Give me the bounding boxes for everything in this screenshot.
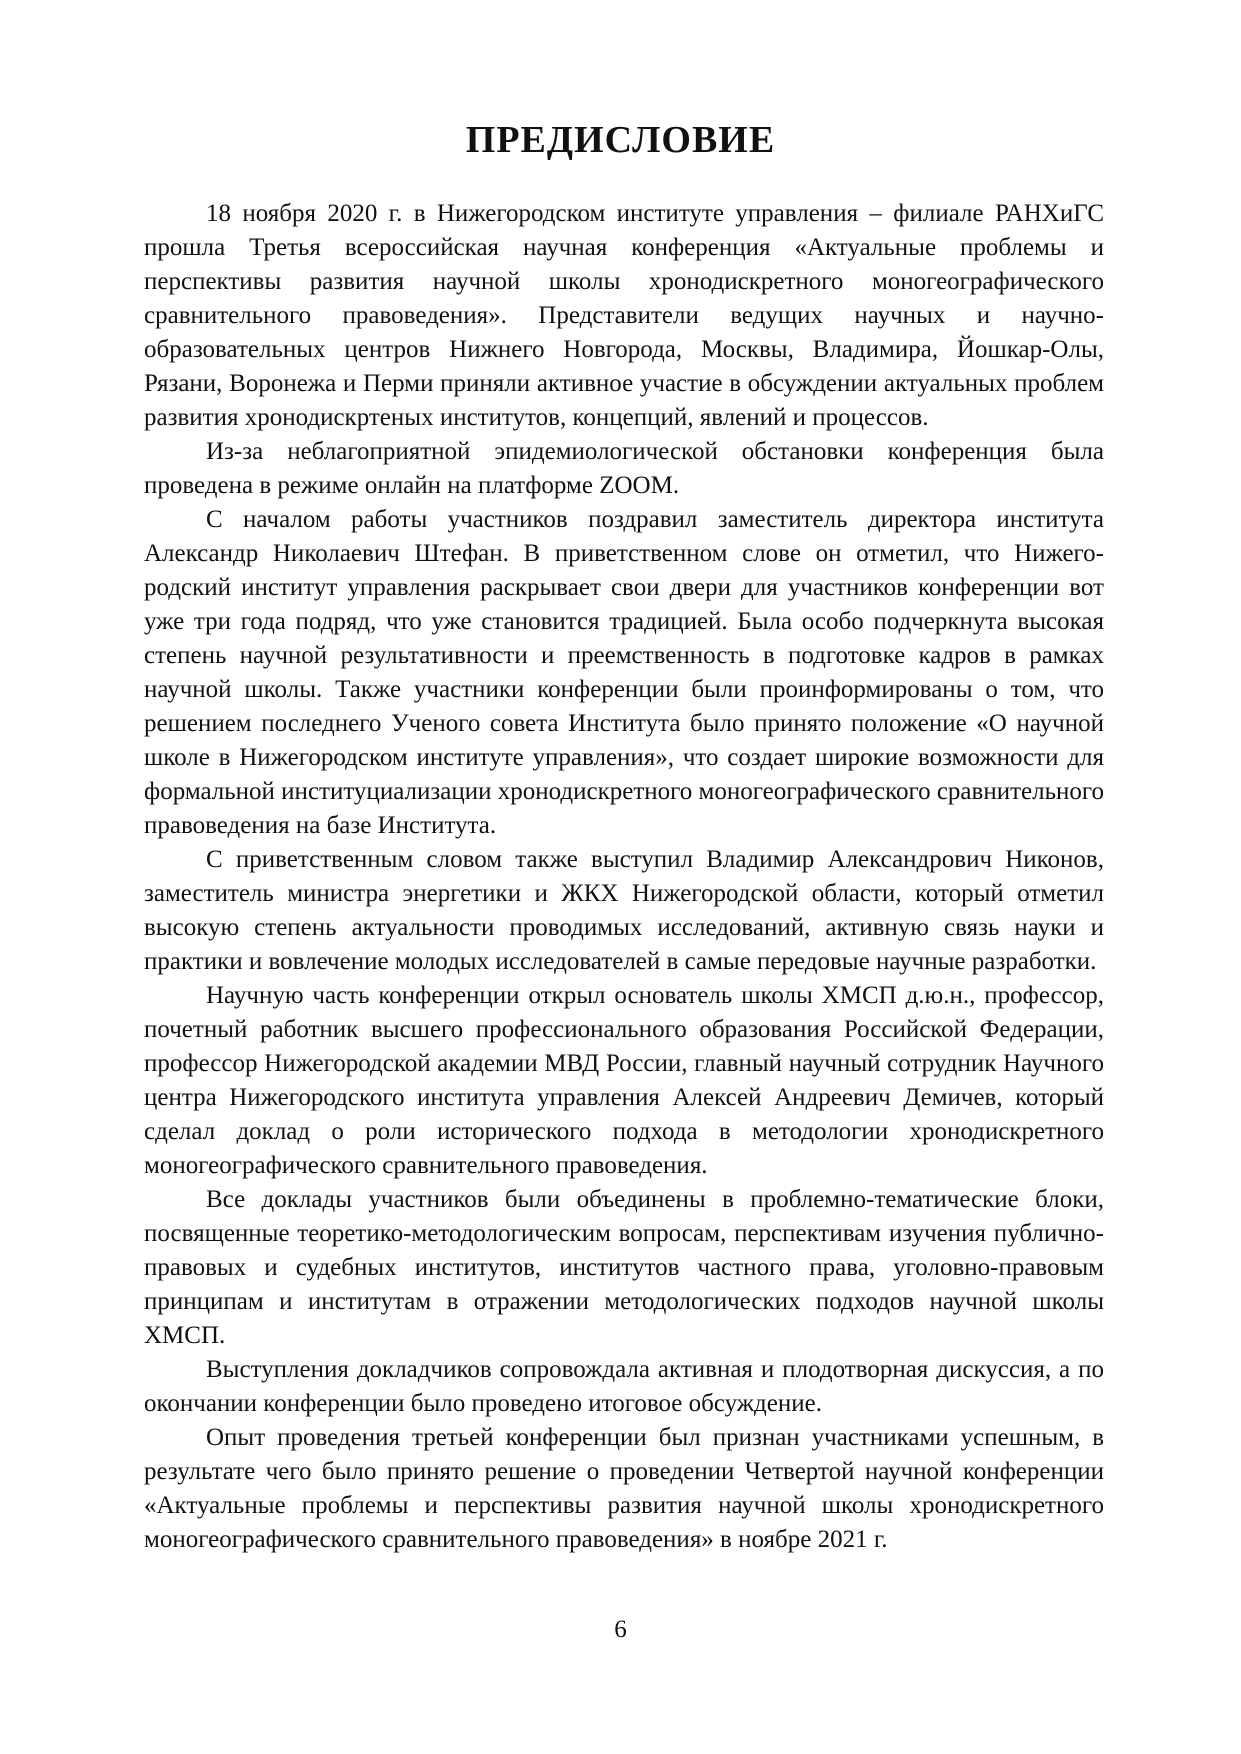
paragraph-conclusion: Опыт проведения третьей конференции был признан участниками успешным, в результате чего было принято решение о проведении Четвертой научной конференции «Актуальные проблемы и перспективы развития научной школы хронодискретного моногеографического сравнительного правоведения» в ноябре 2021 г. [144, 1424, 1104, 1553]
paragraph-discussion: Выступления докладчиков сопровождала активная и плодотворная дискуссия, а по окончании конференции было проведено итоговое обсуждение. [144, 1356, 1104, 1417]
body-text [144, 197, 1104, 1557]
paragraph-welcome-speech: С приветственным словом также выступил Владимир Александрович Никонов, заместитель министра энергетики и ЖКХ Нижегородской области, который отметил высокую степень актуальности проводимых исследований, активную связь науки и практики и вовлечение молодых исследователей в самые передовые научные разработки. [144, 846, 1104, 975]
paragraph-report-blocks: Все доклады участников были объединены в проблемно-тематические блоки, посвященные теоретико-методологическим вопросам, перспективам изучения публично-правовых и судебных институтов, институтов частного права, уголовно-правовым принципам и институтам в отражении методологических подходов научной школы ХМСП. [144, 1186, 1104, 1349]
paragraph-online-format: Из-за неблагоприятной эпидемиологической обстановки конференция была проведена в режиме онлайн на платформе ZOOM. [144, 438, 1104, 499]
paragraph-opening-greeting: С началом работы участников поздравил заместитель директора института Александр Николаевич Штефан. В приветственном слове он отметил, что Нижегородский институт управления раскрывает свои двери для участников конференции вот уже три года подряд, что уже становится традицией. Была особо подчеркнута высокая степень научной результативности и преемственность в подготовке кадров в рамках научной школы. Также участники конференции были проинформированы о том, что решением последнего Ученого совета Института было принято положение «О научной школе в Нижегородском институте управления», что создает широкие возможности для формальной институциализации хронодискретного моногеографического сравнительного правоведения на базе Института. [144, 506, 1104, 839]
page-title: ПРЕДИСЛОВИЕ [465, 119, 776, 161]
paragraph-scientific-part: Научную часть конференции открыл основатель школы ХМСП д.ю.н., профессор, почетный работник высшего профессионального образования Российской Федерации, профессор Нижегородской академии МВД России, главный научный сотрудник Научного центра Нижегородского института управления Алексей Андреевич Демичев, который сделал доклад о роли исторического подхода в методологии хронодискретного моногеографического сравнительного правоведения. [144, 982, 1104, 1179]
paragraph-conference-intro: 18 ноября 2020 г. в Нижегородском институте управления – филиале РАНХиГС прошла Третья всероссийская научная конференция «Актуальные проблемы и перспективы развития научной школы хронодискретного моногеографического сравнительного правоведения». Представители ведущих научных и научно-образовательных центров Нижнего Новгорода, Москвы, Владимира, Йошкар-Олы, Рязани, Воронежа и Перми приняли активное участие в обсуждении актуальных проблем развития хронодискртеных институтов, концепций, явлений и процессов. [144, 200, 1104, 431]
page-number: 6 [614, 1616, 627, 1643]
